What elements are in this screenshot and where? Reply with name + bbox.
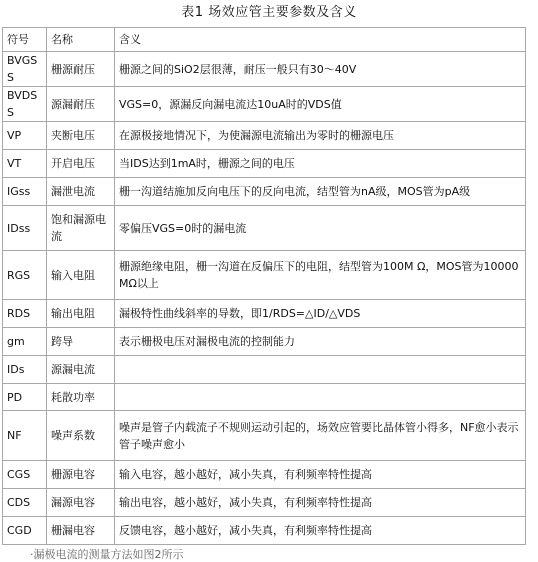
- table-header-row: [3, 28, 526, 52]
- row-name: 夹断电压: [47, 122, 115, 150]
- row-name: 栅源电容: [47, 461, 115, 489]
- table-row: [3, 384, 526, 411]
- row-meaning: 噪声是管子内载流子不规则运动引起的，场效应管要比晶体管小得多，NF愈小表示管子噪声愈小: [115, 411, 526, 461]
- row-symbol: CGS: [3, 461, 47, 489]
- row-symbol: VP: [3, 122, 47, 150]
- table-row: [3, 300, 526, 328]
- row-name: 栅源耐压: [47, 52, 115, 87]
- row-meaning: 输入电容，越小越好，减小失真，有利频率特性提高: [115, 461, 526, 489]
- row-symbol: CDS: [3, 489, 47, 517]
- row-name: 输入电阻: [47, 251, 115, 300]
- row-meaning: 在源极接地情况下，为使漏源电流输出为零时的栅源电压: [115, 122, 526, 150]
- row-name: 漏泄电流: [47, 178, 115, 206]
- table-row: [3, 87, 526, 122]
- row-meaning: VGS=0，源漏反向漏电流达10uA时的VDS值: [115, 87, 526, 122]
- table-row: [3, 251, 526, 300]
- header-symbol: 符号: [3, 28, 47, 52]
- row-meaning: 输出电容，越小越好，减小失真，有利频率特性提高: [115, 489, 526, 517]
- row-meaning: [115, 384, 526, 411]
- table-caption: 表1 场效应管主要参数及含义: [181, 5, 357, 20]
- row-meaning: 漏极特性曲线斜率的导数，即1/RDS=△ID/△VDS: [115, 300, 526, 328]
- table-row: [3, 328, 526, 356]
- row-symbol: BVDSS: [3, 87, 47, 122]
- row-name: 噪声系数: [47, 411, 115, 461]
- table-row: [3, 52, 526, 87]
- header-meaning: 含义: [115, 28, 526, 52]
- row-name: 漏源电容: [47, 489, 115, 517]
- row-symbol: NF: [3, 411, 47, 461]
- table-row: [3, 122, 526, 150]
- row-name: 栅漏电容: [47, 517, 115, 545]
- row-name: 源漏电流: [47, 356, 115, 384]
- table-row: [3, 517, 526, 545]
- table-row: [3, 461, 526, 489]
- row-name: 跨导: [47, 328, 115, 356]
- row-meaning: 栅源绝缘电阻，栅一沟道在反偏压下的电阻，结型管为100M Ω，MOS管为10000MΩ以上: [115, 251, 526, 300]
- row-symbol: PD: [3, 384, 47, 411]
- table-row: [3, 411, 526, 461]
- row-symbol: gm: [3, 328, 47, 356]
- row-name: 开启电压: [47, 150, 115, 178]
- row-symbol: IDss: [3, 206, 47, 251]
- row-symbol: VT: [3, 150, 47, 178]
- row-meaning: 零偏压VGS=0时的漏电流: [115, 206, 526, 251]
- table-row: [3, 489, 526, 517]
- row-symbol: BVGSS: [3, 52, 47, 87]
- table-row: [3, 356, 526, 384]
- row-name: 输出电阻: [47, 300, 115, 328]
- row-name: 饱和漏源电流: [47, 206, 115, 251]
- row-symbol: RDS: [3, 300, 47, 328]
- row-meaning: 反馈电容，越小越好，减小失真，有利频率特性提高: [115, 517, 526, 545]
- table-row: [3, 178, 526, 206]
- row-name: 源漏耐压: [47, 87, 115, 122]
- table-row: [3, 150, 526, 178]
- table-row: [3, 206, 526, 251]
- row-symbol: IDs: [3, 356, 47, 384]
- row-meaning: 栅源之间的SiO2层很薄，耐压一般只有30～40V: [115, 52, 526, 87]
- row-symbol: IGss: [3, 178, 47, 206]
- row-name: 耗散功率: [47, 384, 115, 411]
- header-name: 名称: [47, 28, 115, 52]
- parameter-table: [2, 27, 526, 545]
- row-meaning: [115, 356, 526, 384]
- footer-text: ·漏极电流的测量方法如图2所示: [30, 548, 184, 561]
- row-meaning: 表示栅极电压对漏极电流的控制能力: [115, 328, 526, 356]
- row-meaning: 当IDS达到1mA时，栅源之间的电压: [115, 150, 526, 178]
- row-symbol: RGS: [3, 251, 47, 300]
- row-meaning: 栅一沟道结施加反向电压下的反向电流，结型管为nA级，MOS管为pA级: [115, 178, 526, 206]
- row-symbol: CGD: [3, 517, 47, 545]
